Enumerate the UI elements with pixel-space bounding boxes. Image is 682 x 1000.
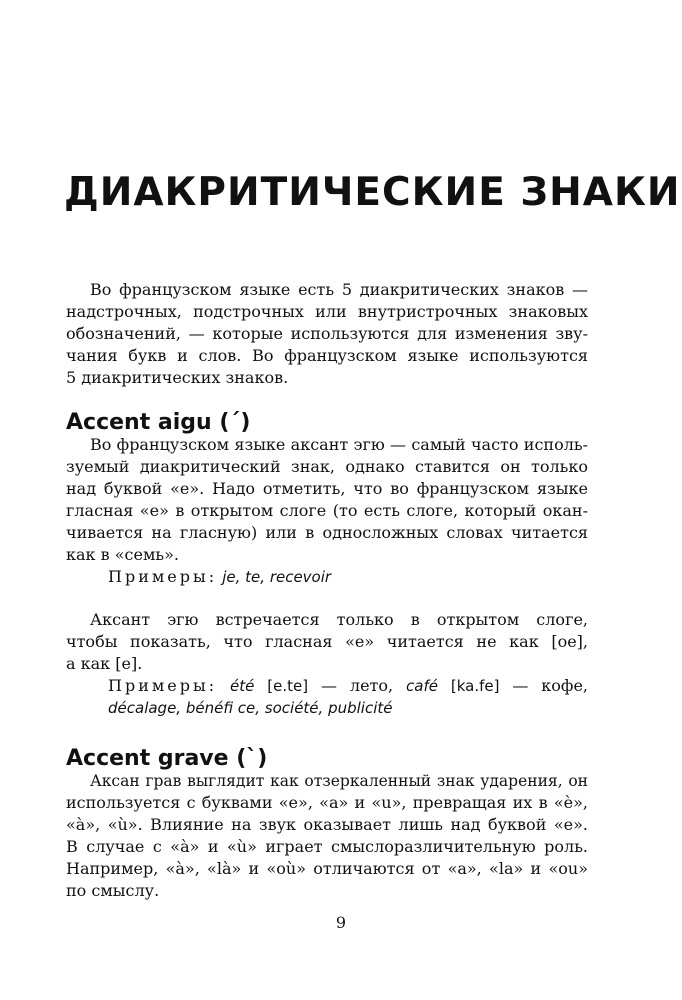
paragraph-line: как в «семь». xyxy=(66,545,179,564)
example-transcription: [ka.fe] xyxy=(450,677,500,695)
paragraph-line: зуемый диакритический знак, однако ставится он только xyxy=(66,457,588,476)
intro-line: надстрочных, подстрочных или внутристрочных знаковых xyxy=(66,302,588,321)
intro-line: 5 диакритических знаков. xyxy=(66,368,289,387)
intro-line: обозначений, — которые используются для изменения зву- xyxy=(66,324,588,343)
paragraph-line: Аксант эгю встречается только в открытом слоге, xyxy=(90,610,588,629)
paragraph-line: используется с буквами «е», «а» и «u», превращая их в «è», xyxy=(66,793,588,812)
paragraph-line: Во французском языке аксант эгю — самый часто исполь- xyxy=(90,435,588,454)
examples-block xyxy=(66,566,588,588)
examples-label: Примеры: xyxy=(108,676,218,695)
paragraph-line: гласная «е» в открытом слоге (то есть слоге, который окан- xyxy=(66,501,588,520)
accent-grave-paragraph xyxy=(66,770,588,902)
paragraph-line: над буквой «е». Надо отметить, что во французском языке xyxy=(66,479,588,498)
example-word: été xyxy=(230,677,255,695)
intro-line: Во французском языке есть 5 диакритических знаков — xyxy=(90,280,588,299)
paragraph-line: Аксан грав выглядит как отзеркаленный знак ударения, он xyxy=(90,772,588,790)
section-heading-accent-grave: Accent grave (`) xyxy=(66,746,268,771)
paragraph-line: чивается на гласную) или в односложных словах читается xyxy=(66,523,588,542)
section-heading-accent-aigu: Accent aigu (´) xyxy=(66,410,251,435)
paragraph-line: по смыслу. xyxy=(66,881,160,900)
example-transcription: [e.te] xyxy=(267,677,309,695)
paragraph-line: Например, «à», «là» и «où» отличаются от «a», «la» и «ou» xyxy=(66,859,588,878)
intro-paragraph xyxy=(66,279,588,389)
examples-block xyxy=(66,675,588,719)
example-word: café xyxy=(406,677,438,695)
paragraph-line: В случае с «à» и «ù» играет смыслоразличительную роль. xyxy=(66,837,588,856)
example-meaning: — лето, xyxy=(321,676,394,695)
intro-line: чания букв и слов. Во французском языке используются xyxy=(66,346,588,365)
paragraph-line: «à», «ù». Влияние на звук оказывает лишь над буквой «е». xyxy=(66,815,588,834)
chapter-title: ДИАКРИТИЧЕСКИЕ ЗНАКИ xyxy=(64,170,681,215)
example-words: décalage, bénéfi ce, société, publicité xyxy=(108,699,393,717)
example-words: je, te, recevoir xyxy=(222,568,332,586)
paragraph-line: а как [е]. xyxy=(66,654,143,673)
page-number: 9 xyxy=(335,913,347,932)
paragraph-line: чтобы показать, что гласная «е» читается не как [ое], xyxy=(66,632,588,651)
example-meaning: — кофе, xyxy=(512,676,589,695)
accent-aigu-paragraph-1 xyxy=(66,434,588,588)
examples-label: Примеры: xyxy=(108,567,218,586)
accent-aigu-paragraph-2 xyxy=(66,609,588,719)
